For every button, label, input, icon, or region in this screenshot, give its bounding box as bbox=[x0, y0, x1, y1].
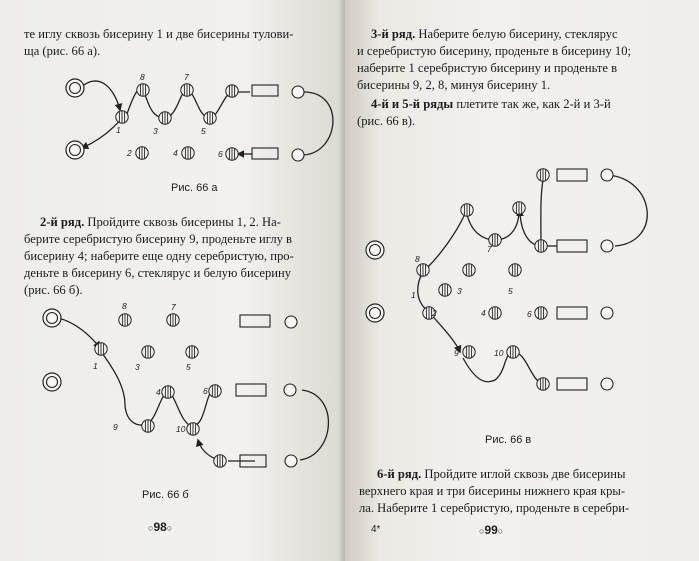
page-number-text: 99 bbox=[484, 523, 498, 537]
text-line: (рис. 66 б). bbox=[24, 283, 83, 297]
bead-label: 7 bbox=[487, 244, 492, 254]
bead-10 bbox=[187, 423, 199, 435]
head-bead-ring bbox=[43, 373, 61, 391]
bead-label: 4 bbox=[156, 387, 161, 397]
page-number-left bbox=[148, 520, 172, 534]
text-line: ща (рис. 66 а). bbox=[24, 44, 101, 58]
bead bbox=[463, 264, 475, 276]
thread-path bbox=[541, 180, 543, 245]
page-number-right bbox=[479, 523, 503, 537]
bead bbox=[513, 202, 525, 214]
white-bead bbox=[601, 378, 613, 390]
figure-66b bbox=[0, 0, 345, 500]
bead-label: 8 bbox=[122, 301, 127, 311]
bead-10 bbox=[507, 346, 519, 358]
folio-ornament: ○ bbox=[148, 523, 154, 533]
page-number-text: 98 bbox=[153, 520, 167, 534]
figure-caption: Рис. 66 в bbox=[485, 434, 532, 446]
bead-3 bbox=[142, 346, 154, 358]
bead-label: 6 bbox=[218, 149, 223, 159]
thread-path bbox=[429, 312, 460, 352]
text-line: наберите 1 серебристую бисерину и проденьте в bbox=[357, 61, 618, 75]
thread-path bbox=[102, 353, 148, 425]
bead-label: 3 bbox=[457, 286, 462, 296]
text-line: Пройдите сквозь бисерины 1, 2. На- bbox=[87, 215, 281, 229]
folio-ornament: ○ bbox=[166, 523, 173, 533]
bead-label: 8 bbox=[140, 72, 145, 82]
bead-8 bbox=[417, 264, 429, 276]
bugle-bead bbox=[240, 315, 270, 327]
row-heading: 3-й ряд. bbox=[371, 27, 416, 41]
bead-label: 9 bbox=[454, 348, 459, 358]
signature-mark: 4* bbox=[371, 524, 381, 535]
bead-label: 5 bbox=[186, 362, 191, 372]
left-page bbox=[0, 0, 345, 561]
text-line: берите серебристую бисерину 9, проденьте иглу в bbox=[24, 232, 293, 246]
bead-label: 3 bbox=[153, 126, 158, 136]
text-line: деньте в бисерину 6, стеклярус и белую бисерину bbox=[24, 266, 292, 280]
bead-label: 10 bbox=[494, 348, 504, 358]
text-line: бисерину 4; наберите еще одну серебристую, про- bbox=[24, 249, 294, 263]
bead-6 bbox=[535, 307, 547, 319]
text-line: Пройдите иглой сквозь две бисерины bbox=[424, 467, 626, 481]
bead-7 bbox=[167, 314, 179, 326]
bead-label: 1 bbox=[116, 125, 121, 135]
white-bead bbox=[601, 240, 613, 252]
bead-label: 1 bbox=[411, 290, 416, 300]
head-bead-ring bbox=[43, 309, 61, 327]
bead-9 bbox=[463, 346, 475, 358]
right-page bbox=[345, 0, 699, 561]
figure-66v bbox=[345, 0, 699, 460]
thread-path bbox=[418, 272, 429, 312]
bead-4 bbox=[489, 307, 501, 319]
row-heading: 6-й ряд. bbox=[377, 467, 422, 481]
folio-ornament: ○ bbox=[497, 526, 504, 536]
bead-8 bbox=[119, 314, 131, 326]
white-bead bbox=[601, 307, 613, 319]
thread-path bbox=[58, 318, 100, 348]
bead bbox=[214, 455, 226, 467]
row-heading: 4-й и 5-й ряды bbox=[371, 97, 454, 111]
white-bead bbox=[285, 316, 297, 328]
bead bbox=[461, 204, 473, 216]
bead bbox=[509, 264, 521, 276]
white-bead bbox=[285, 455, 297, 467]
bead-label: 5 bbox=[201, 126, 206, 136]
bead-label: 1 bbox=[93, 361, 98, 371]
text-line: ла. Наберите 1 серебристую, проденьте в серебри- bbox=[359, 501, 630, 515]
text-line: и серебристую бисерину, проденьте в бисерину 10; bbox=[357, 44, 632, 58]
thread-path bbox=[520, 210, 540, 246]
head-bead-ring bbox=[366, 304, 384, 322]
figure-caption: Рис. 66 а bbox=[171, 182, 218, 194]
bugle-bead bbox=[236, 384, 266, 396]
head-bead-ring bbox=[366, 241, 384, 259]
text-line: плетите так же, как 2-й и 3-й bbox=[456, 97, 611, 111]
bead-label: 8 bbox=[415, 254, 420, 264]
white-bead bbox=[284, 384, 296, 396]
text-line: Наберите белую бисерину, стеклярус bbox=[418, 27, 618, 41]
bead-label: 6 bbox=[203, 386, 208, 396]
bead-label: 10 bbox=[176, 424, 186, 434]
bead-label: 9 bbox=[113, 422, 118, 432]
bugle-bead bbox=[557, 378, 587, 390]
right-paragraph-3-cont bbox=[359, 483, 687, 517]
bead-1 bbox=[439, 284, 451, 296]
bead-label: 3 bbox=[135, 362, 140, 372]
thread-path bbox=[427, 214, 465, 268]
bead bbox=[535, 240, 547, 252]
bead-label: 4 bbox=[481, 308, 486, 318]
bead-4 bbox=[162, 386, 174, 398]
thread-path bbox=[300, 390, 328, 460]
text-line: те иглу сквозь бисерину 1 и две бисерины тулови- bbox=[24, 27, 294, 41]
bead-label: 7 bbox=[184, 72, 189, 82]
text-line: бисерины 9, 2, 8, минуя бисерину 1. bbox=[357, 78, 551, 92]
text-line: верхнего края и три бисерины нижнего края кры- bbox=[359, 484, 626, 498]
bugle-bead bbox=[557, 240, 587, 252]
bugle-bead bbox=[557, 169, 587, 181]
thread-path bbox=[607, 175, 647, 246]
bugle-bead bbox=[557, 307, 587, 319]
row-heading: 2-й ряд. bbox=[40, 215, 85, 229]
bead-label: 6 bbox=[527, 309, 532, 319]
bead bbox=[537, 378, 549, 390]
bead-label: 5 bbox=[508, 286, 513, 296]
bead-1 bbox=[95, 343, 107, 355]
bead-label: 2 bbox=[127, 148, 132, 158]
white-bead bbox=[601, 169, 613, 181]
bead-label: 2 bbox=[432, 308, 437, 318]
bead-label: 4 bbox=[173, 148, 178, 158]
figure-caption: Рис. 66 б bbox=[142, 489, 189, 501]
bead-label: 7 bbox=[171, 302, 176, 312]
bead-6 bbox=[209, 385, 221, 397]
right-paragraph-3 bbox=[377, 466, 687, 483]
bead-5 bbox=[186, 346, 198, 358]
bead-9 bbox=[142, 420, 154, 432]
text-line: (рис. 66 в). bbox=[357, 114, 416, 128]
folio-ornament: ○ bbox=[479, 526, 485, 536]
bead bbox=[537, 169, 549, 181]
